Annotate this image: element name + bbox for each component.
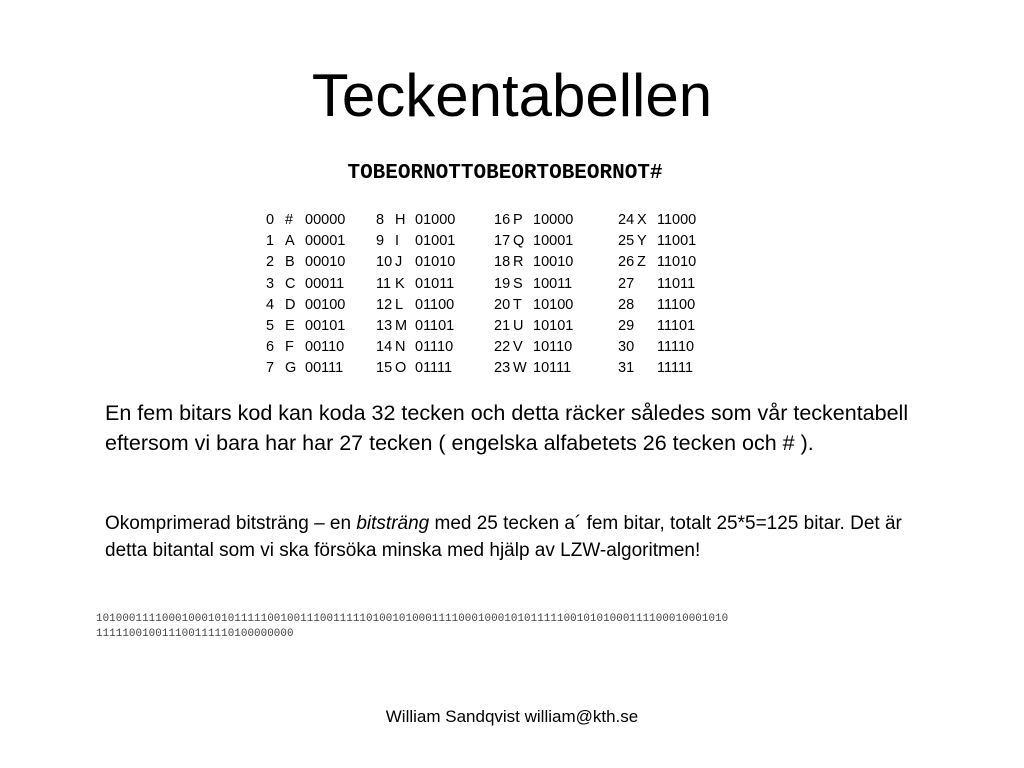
table-cell-char: Q (513, 233, 525, 250)
table-cell-char: X (637, 212, 647, 228)
bitstream-line-1: 101000111100010001010111110010011100111110100101000111100010001010111110010101000111100010001010 (96, 613, 729, 625)
table-cell-char: E (285, 318, 295, 334)
paragraph-uncompressed-italic: bitsträng (356, 513, 430, 534)
table-cell-char: O (395, 360, 407, 377)
table-cell-code: 01100 (415, 296, 455, 313)
table-cell-char: # (285, 212, 294, 228)
table-cell-index: 26 (618, 254, 635, 271)
table-cell-char: Z (637, 254, 646, 271)
table-cell-code: 00010 (305, 254, 346, 271)
table-cell-code: 01101 (415, 318, 455, 334)
table-cell-code: 00111 (305, 360, 344, 377)
table-cell-code: 11100 (657, 296, 696, 313)
table-cell-char: C (285, 275, 296, 292)
table-cell-code: 10011 (533, 275, 573, 292)
table-cell-char: B (285, 254, 295, 271)
table-cell-code: 11110 (657, 339, 695, 356)
table-cell-index: 3 (266, 275, 275, 292)
table-cell-index: 12 (376, 296, 393, 313)
table-cell-char: M (395, 318, 408, 334)
table-cell-code: 00110 (305, 339, 345, 356)
encoded-string: TOBEORNOTTOBEORTOBEORNOT# (347, 162, 663, 185)
paragraph-five-bit-code: En fem bitars kod kan koda 32 tecken och detta räcker således som vår teckentabell eftersom vi bara har har 27 tecken ( engelska alfabetets 26 tecken och # ). (105, 401, 909, 455)
table-cell-index: 14 (376, 339, 393, 356)
table-cell-index: 18 (494, 254, 511, 271)
table-cell-index: 30 (618, 339, 635, 356)
table-cell-index: 4 (266, 296, 275, 313)
table-cell-code: 00101 (305, 318, 346, 334)
table-cell-code: 11000 (657, 212, 697, 228)
table-cell-index: 5 (266, 318, 275, 334)
table-cell-char: Y (637, 233, 647, 250)
table-cell-index: 13 (376, 318, 393, 334)
table-cell-char: D (285, 296, 296, 313)
table-cell-char: I (395, 233, 400, 250)
table-cell-index: 31 (618, 360, 635, 377)
bitstream-line-2: 111110010011100111110100000000 (96, 628, 294, 640)
table-cell-code: 01110 (415, 339, 454, 356)
bitstream (96, 612, 926, 642)
table-cell-code: 10010 (533, 254, 574, 271)
paragraph-uncompressed (105, 510, 935, 564)
paragraph-uncompressed-before: Okomprimerad bitsträng – en (105, 513, 357, 534)
table-cell-code: 11011 (657, 275, 696, 292)
table-cell-code: 01001 (415, 233, 456, 250)
table-cell-char: U (513, 318, 524, 334)
table-cell-char: J (395, 254, 403, 271)
table-cell-char: P (513, 212, 523, 228)
table-cell-char: G (285, 360, 297, 377)
table-cell-index: 21 (494, 318, 511, 334)
table-cell-index: 16 (494, 212, 511, 228)
table-cell-code: 10001 (533, 233, 574, 250)
table-cell-char: H (395, 212, 406, 228)
table-cell-code: 01011 (415, 275, 455, 292)
table-cell-index: 6 (266, 339, 275, 356)
table-cell-index: 7 (266, 360, 275, 377)
table-cell-code: 01000 (415, 212, 456, 228)
table-cell-index: 2 (266, 254, 275, 271)
table-cell-code: 10101 (533, 318, 574, 334)
table-cell-index: 29 (618, 318, 635, 334)
table-cell-code: 11111 (657, 360, 694, 377)
table-cell-char: A (285, 233, 295, 250)
table-cell-code: 11101 (657, 318, 696, 334)
table-cell-code: 00000 (305, 212, 346, 228)
table-cell-char: N (395, 339, 406, 356)
slide-title: Teckentabellen (311, 62, 713, 129)
table-cell-index: 19 (494, 275, 511, 292)
table-cell-code: 01111 (415, 360, 453, 377)
table-cell-index: 20 (494, 296, 511, 313)
table-cell-code: 10000 (533, 212, 574, 228)
table-cell-code: 10100 (533, 296, 574, 313)
table-cell-index: 22 (494, 339, 511, 356)
table-cell-char: K (395, 275, 405, 292)
table-cell-char: W (513, 360, 527, 377)
table-cell-code: 00011 (305, 275, 345, 292)
table-cell-char: R (513, 254, 524, 271)
table-cell-code: 11010 (657, 254, 697, 271)
table-cell-char: L (395, 296, 404, 313)
table-cell-index: 11 (376, 275, 392, 292)
table-cell-char: S (513, 275, 523, 292)
table-cell-code: 00001 (305, 233, 346, 250)
table-cell-index: 0 (266, 212, 275, 228)
table-cell-index: 8 (376, 212, 385, 228)
table-cell-index: 10 (376, 254, 393, 271)
table-cell-code: 01010 (415, 254, 456, 271)
table-cell-code: 10110 (533, 339, 573, 356)
table-cell-code: 11001 (657, 233, 697, 250)
table-cell-index: 24 (618, 212, 635, 228)
table-cell-char: T (513, 296, 522, 313)
table-cell-char: V (513, 339, 523, 356)
table-cell-code: 00100 (305, 296, 346, 313)
table-cell-index: 17 (494, 233, 511, 250)
table-cell-char: F (285, 339, 294, 356)
table-cell-index: 28 (618, 296, 635, 313)
footer-author: William Sandqvist william@kth.se (385, 707, 639, 726)
table-cell-index: 15 (376, 360, 393, 377)
table-cell-index: 9 (376, 233, 385, 250)
table-cell-index: 25 (618, 233, 635, 250)
paragraph-uncompressed-after: med 25 tecken a´ fem bitar, totalt 25*5=125 bitar. Det är detta bitantal som vi ska försöka minska med hjälp av LZW-algoritmen! (105, 513, 902, 561)
table-cell-index: 27 (618, 275, 635, 292)
table-cell-code: 10111 (533, 360, 572, 377)
table-cell-index: 23 (494, 360, 511, 377)
table-cell-index: 1 (266, 233, 275, 250)
